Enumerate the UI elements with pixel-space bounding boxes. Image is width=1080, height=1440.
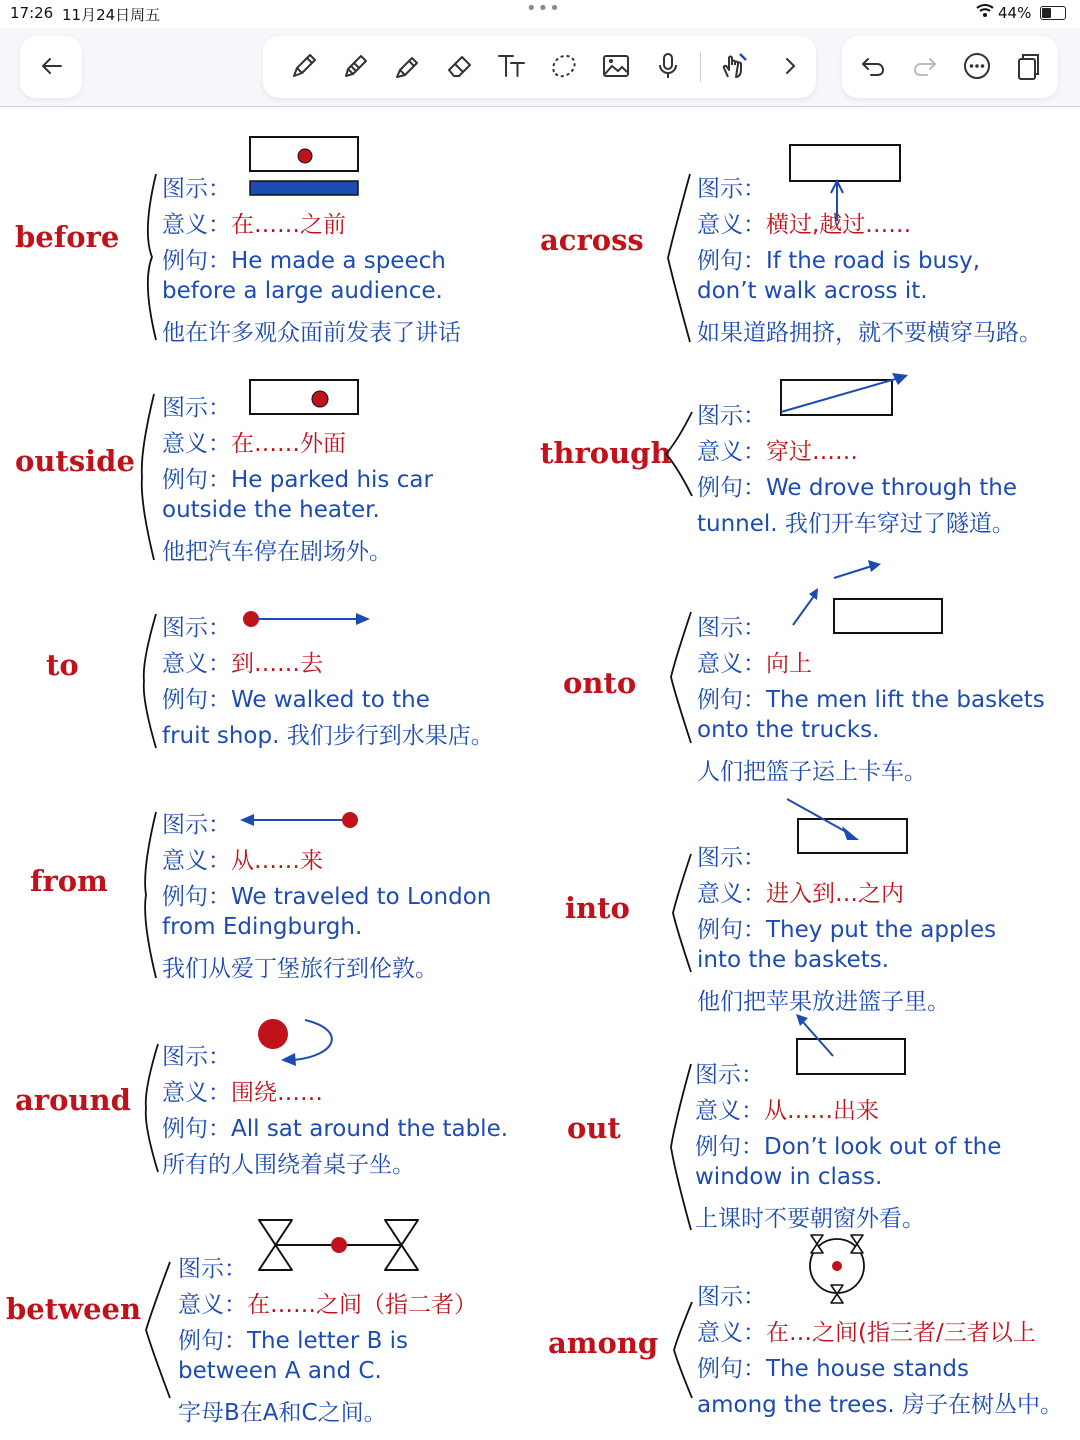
diagram-label: 图示：: [162, 615, 231, 641]
example-translation: 字母B在A和C之间。: [178, 1400, 387, 1426]
more-icon[interactable]: [957, 46, 997, 86]
between-diagram: [256, 1218, 422, 1272]
word-among: among: [548, 1326, 659, 1360]
word-between: between: [6, 1292, 142, 1326]
eraser-icon[interactable]: [440, 46, 480, 86]
meaning-value: 向上: [766, 651, 812, 677]
example-translation: tunnel. 我们开车穿过了隧道。: [697, 511, 1015, 537]
meaning-line: [162, 206, 346, 239]
brace: [667, 610, 693, 745]
example-text: fruit shop. 我们步行到水果店。: [162, 723, 494, 749]
lasso-icon[interactable]: [544, 46, 584, 86]
brace: [136, 392, 158, 562]
word-outside: outside: [15, 444, 135, 478]
meaning-value: 横过,越过……: [766, 212, 912, 238]
example-label: 例句：: [162, 248, 231, 274]
out-diagram: [792, 1010, 910, 1078]
example-translation: 他把汽车停在剧场外。: [162, 539, 392, 565]
meaning-label: 意义：: [697, 212, 766, 238]
word-to: to: [46, 648, 79, 682]
example-text: We traveled to London: [231, 884, 492, 910]
meaning-value: 从……出来: [764, 1098, 879, 1124]
example-translation: 人们把篮子运上卡车。: [697, 759, 927, 785]
word-out: out: [567, 1111, 621, 1145]
meaning-line: [162, 645, 323, 678]
status-bar: [0, 0, 1080, 28]
highlighter-icon[interactable]: [388, 46, 428, 86]
word-around: around: [15, 1083, 131, 1117]
example-text: If the road is busy,: [766, 248, 981, 274]
example-line: [697, 911, 996, 944]
among-diagram: [805, 1233, 869, 1305]
example-line: [697, 469, 1017, 502]
example-line: [697, 1350, 969, 1383]
brace: [138, 612, 160, 750]
example-line: [695, 1128, 1001, 1161]
meaning-label: 意义：: [697, 1320, 766, 1346]
example-text: onto the trucks.: [697, 717, 880, 743]
example-text: The house stands: [766, 1356, 970, 1382]
diagram-label: 图示：: [178, 1256, 247, 1282]
example-line: [162, 242, 446, 275]
wifi-icon: [976, 3, 994, 21]
brace: [664, 410, 694, 498]
into-diagram: [784, 796, 912, 858]
meaning-label: 意义：: [162, 848, 231, 874]
example-line: [178, 1322, 408, 1355]
brace: [670, 1300, 694, 1400]
example-line: [162, 1110, 508, 1143]
example-text: before a large audience.: [162, 278, 443, 304]
meaning-line: [697, 645, 812, 678]
meaning-line: [697, 433, 858, 466]
meaning-line: [178, 1286, 477, 1319]
diagram-label: 图示：: [697, 176, 766, 202]
example-label: 例句：: [695, 1134, 764, 1160]
brace: [669, 852, 693, 974]
brace: [138, 810, 160, 980]
example-line: [697, 242, 980, 275]
meaning-value: 在……之间（指二者）: [247, 1292, 477, 1318]
diagram-label: 图示：: [697, 845, 766, 871]
example-translation: 上课时不要朝窗外看。: [695, 1206, 925, 1232]
diagram-label: 图示：: [162, 395, 231, 421]
word-from: from: [30, 864, 108, 898]
example-text: window in class.: [695, 1164, 883, 1190]
meaning-line: [697, 1314, 1036, 1347]
through-diagram: [778, 370, 914, 420]
meaning-label: 意义：: [697, 651, 766, 677]
meaning-label: 意义：: [697, 881, 766, 907]
battery-icon: [1040, 6, 1066, 20]
example-label: 例句：: [178, 1328, 247, 1354]
example-text: All sat around the table.: [231, 1116, 509, 1142]
example-label: 例句：: [697, 1356, 766, 1382]
example-text: He parked his car: [231, 467, 433, 493]
multitasking-dots[interactable]: •••: [526, 0, 561, 19]
example-translation: among the trees. 房子在树丛中。: [697, 1392, 1063, 1418]
text-tool-icon[interactable]: [492, 46, 532, 86]
example-text: Don’t look out of the: [764, 1134, 1002, 1160]
example-text: into the baskets.: [697, 947, 890, 973]
example-text: outside the heater.: [162, 497, 380, 523]
brace: [144, 1260, 172, 1400]
pen-icon[interactable]: [284, 46, 324, 86]
example-text: between A and C.: [178, 1358, 382, 1384]
pencil-icon[interactable]: [336, 46, 376, 86]
brace: [667, 1062, 693, 1232]
meaning-value: 在……之前: [231, 212, 346, 238]
meaning-value: 到……去: [231, 651, 323, 677]
meaning-label: 意义：: [162, 651, 231, 677]
example-label: 例句：: [697, 248, 766, 274]
word-before: before: [15, 220, 120, 254]
diagram-label: 图示：: [697, 403, 766, 429]
example-label: 例句：: [697, 475, 766, 501]
undo-icon[interactable]: [853, 46, 893, 86]
diagram-label: 图示：: [697, 1284, 766, 1310]
example-text: We drove through the: [766, 475, 1017, 501]
diagram-label: 图示：: [162, 812, 231, 838]
example-text: He made a speech: [231, 248, 446, 274]
meaning-line: [162, 425, 346, 458]
brace: [140, 1042, 162, 1174]
example-translation: 所有的人围绕着桌子坐。: [162, 1152, 415, 1178]
meaning-label: 意义：: [697, 439, 766, 465]
meaning-line: [697, 875, 904, 908]
example-text: The letter B is: [247, 1328, 409, 1354]
around-diagram: [255, 1016, 347, 1066]
example-label: 例句：: [697, 687, 766, 713]
meaning-label: 意义：: [162, 1080, 231, 1106]
example-text: don’t walk across it.: [697, 278, 928, 304]
onto-diagram: [788, 560, 948, 638]
example-text: They put the apples: [766, 917, 997, 943]
meaning-line: [162, 842, 323, 875]
redo-icon[interactable]: [905, 46, 945, 86]
hand-touch-icon[interactable]: [714, 46, 754, 86]
example-line: [697, 681, 1045, 714]
meaning-label: 意义：: [178, 1292, 247, 1318]
back-arrow-icon[interactable]: [31, 46, 71, 86]
example-text: from Edingburgh.: [162, 914, 363, 940]
diagram-label: 图示：: [162, 1044, 231, 1070]
meaning-label: 意义：: [162, 212, 231, 238]
example-line: [162, 461, 433, 494]
meaning-value: 从……来: [231, 848, 323, 874]
example-label: 例句：: [162, 687, 231, 713]
word-across: across: [540, 223, 644, 257]
word-onto: onto: [563, 666, 637, 700]
brace: [138, 172, 160, 342]
example-translation: 他们把苹果放进篮子里。: [697, 989, 950, 1015]
brace: [664, 172, 694, 344]
example-line: [162, 681, 430, 714]
meaning-line: [695, 1092, 879, 1125]
example-translation: 如果道路拥挤，就不要横穿马路。: [697, 320, 1042, 346]
diagram-label: 图示：: [697, 615, 766, 641]
meaning-value: 进入到…之内: [766, 881, 904, 907]
diagram-label: 图示：: [695, 1062, 764, 1088]
from-diagram: [238, 809, 364, 831]
copy-pages-icon[interactable]: [1008, 46, 1048, 86]
meaning-value: 穿过……: [766, 439, 858, 465]
example-translation: 他在许多观众面前发表了讲话: [162, 320, 461, 346]
meaning-label: 意义：: [162, 431, 231, 457]
battery-percent: 44%: [998, 4, 1032, 22]
meaning-value: 在……外面: [231, 431, 346, 457]
status-time: 17:26: [10, 4, 54, 22]
example-translation: 我们从爱丁堡旅行到伦敦。: [162, 956, 438, 982]
word-into: into: [565, 891, 630, 925]
example-label: 例句：: [162, 467, 231, 493]
example-text: The men lift the baskets: [766, 687, 1045, 713]
microphone-icon[interactable]: [648, 46, 688, 86]
meaning-label: 意义：: [695, 1098, 764, 1124]
before-diagram: [248, 136, 363, 198]
meaning-value: 在…之间(指三者/三者以上: [766, 1320, 1036, 1346]
word-through: through: [540, 436, 672, 470]
example-line: [162, 878, 491, 911]
chevron-right-icon[interactable]: [770, 46, 810, 86]
diagram-label: 图示：: [162, 176, 231, 202]
example-text: We walked to the: [231, 687, 430, 713]
across-diagram: [788, 143, 904, 235]
to-diagram: [240, 608, 374, 630]
toolbar-divider: [700, 52, 701, 82]
meaning-value: 围绕……: [231, 1080, 323, 1106]
outside-diagram: [248, 378, 363, 418]
example-label: 例句：: [697, 917, 766, 943]
example-label: 例句：: [162, 1116, 231, 1142]
example-label: 例句：: [162, 884, 231, 910]
meaning-line: [162, 1074, 323, 1107]
image-icon[interactable]: [596, 46, 636, 86]
status-date: 11月24日周五: [62, 6, 161, 24]
